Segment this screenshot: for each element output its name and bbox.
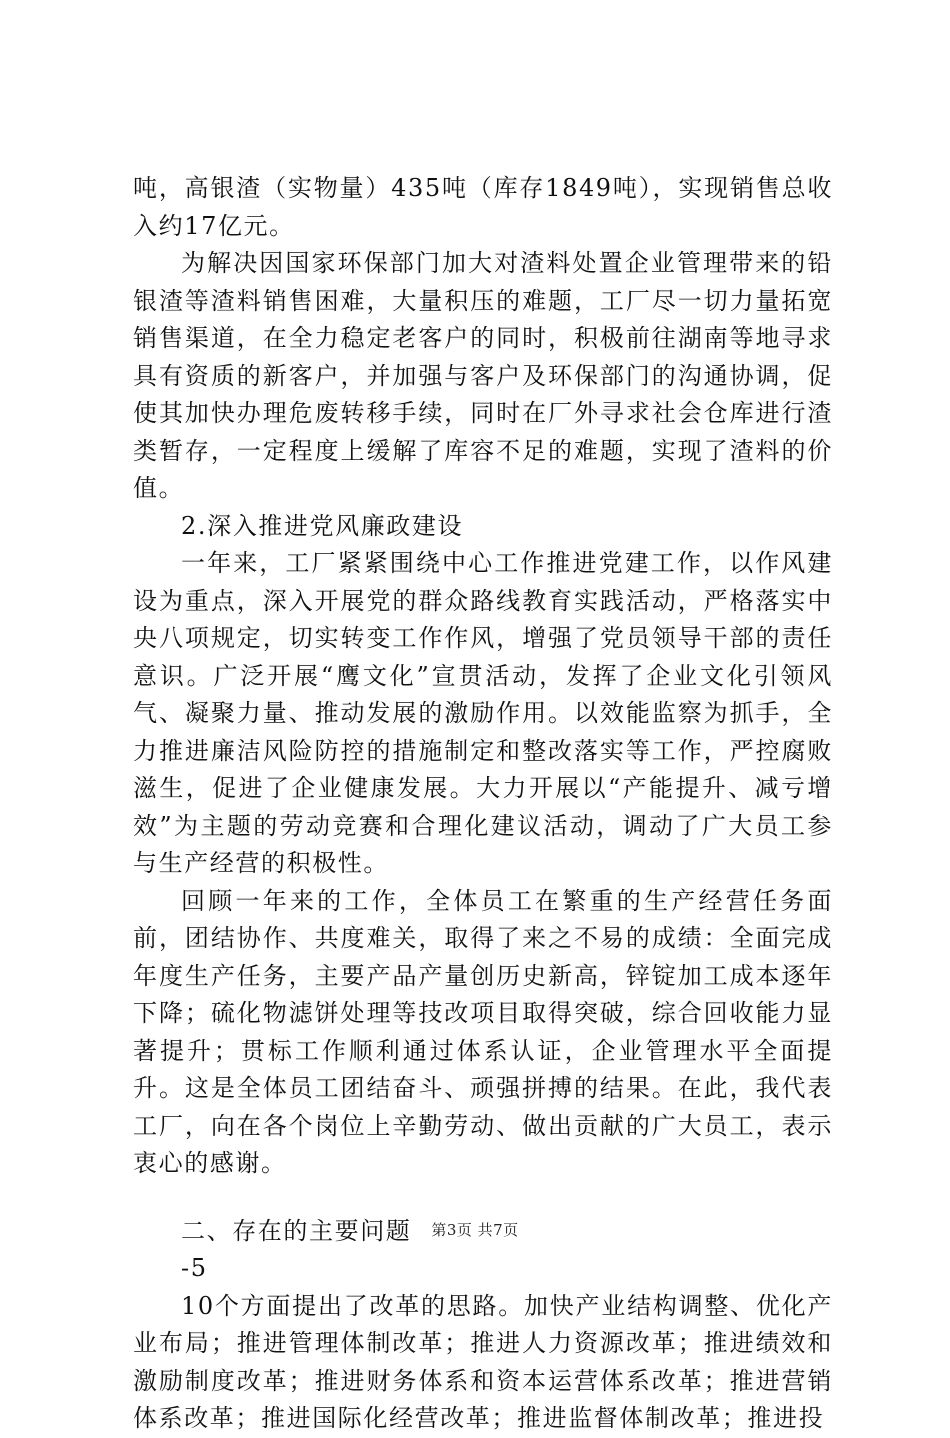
paragraph-reform-ideas: 10个方面提出了改革的思路。加快产业结构调整、优化产业布局；推进管理体制改革；推进人力资源改革；推进绩效和激励制度改革；推进财务体系和资本运营体系改革；推进营销体系改革；推进国际化经营改革；推进监督体制改革；推进投 [133, 1291, 833, 1432]
paragraph-year-review: 回顾一年来的工作，全体员工在繁重的生产经营任务面前，团结协作、共度难关，取得了来之不易的成绩：全面完成年度生产任务，主要产品产量创历史新高，锌锭加工成本逐年下降；硫化物滤饼处理等技改项目取得突破，综合回收能力显著提升；贯标工作顺利通过体系认证，企业管理水平全面提升。这是全体员工团结奋斗、顽强拼搏的结果。在此，我代表工厂，向在各个岗位上辛勤劳动、做出贡献的广大员工，表示衷心的感谢。 [133, 886, 833, 1177]
page-marker: -5 [181, 1254, 208, 1282]
section-heading-main-problems: 二、存在的主要问题 [181, 1216, 412, 1245]
paragraph-gap [133, 1183, 833, 1213]
paragraph-sales-revenue: 吨，高银渣（实物量）435吨（库存1849吨），实现销售总收入约17亿元。 [133, 174, 833, 240]
document-body [133, 170, 833, 1438]
paragraph-party-building: 一年来，工厂紧紧围绕中心工作推进党建工作，以作风建设为重点，深入开展党的群众路线教育实践活动，严格落实中央八项规定，切实转变工作作风，增强了党员领导干部的责任意识。广泛开展“鹰文化”宣贯活动，发挥了企业文化引领风气、凝聚力量、推动发展的激励作用。以效能监察为抓手，全力推进廉洁风险防控的措施制定和整改落实等工作，严控腐败滋生，促进了企业健康发展。大力开展以“产能提升、减亏增效”为主题的劳动竞赛和合理化建议活动，调动了广大员工参与生产经营的积极性。 [133, 549, 833, 877]
section-heading-party-building: 2.深入推进党风廉政建设 [181, 511, 464, 540]
paragraph-slag-sales: 为解决因国家环保部门加大对渣料处置企业管理带来的铅银渣等渣料销售困难，大量积压的难题，工厂尽一切力量拓宽销售渠道，在全力稳定老客户的同时，积极前往湖南等地寻求具有资质的新客户，并加强与客户及环保部门的沟通协调，促使其加快办理危废转移手续，同时在厂外寻求社会仓库进行渣类暂存，一定程度上缓解了库容不足的难题，实现了渣料的价值。 [133, 249, 833, 502]
page-number-footer: 第3页 共7页 [431, 1221, 519, 1239]
